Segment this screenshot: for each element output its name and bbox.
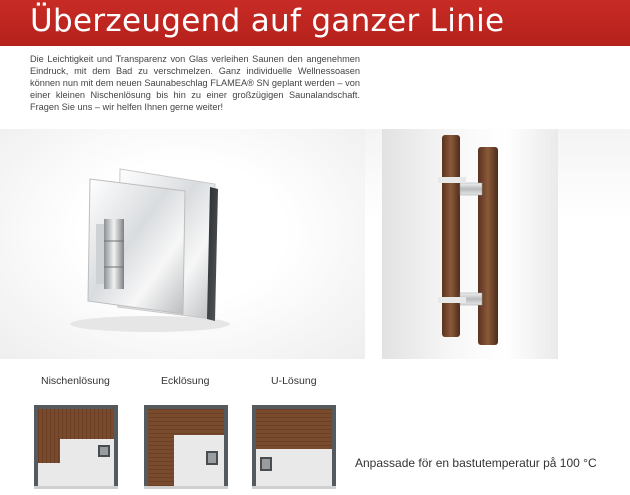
wooden-door-handle-image xyxy=(382,129,558,359)
title-banner xyxy=(0,0,630,46)
label-corner: Ecklösung xyxy=(161,375,210,387)
intro-paragraph xyxy=(30,53,360,113)
glass-door-hinge-image xyxy=(0,129,365,359)
hinge-photo xyxy=(0,129,365,359)
corner-layout-diagram xyxy=(144,405,228,489)
label-u-shape: U-Lösung xyxy=(271,375,317,387)
niche-layout-diagram xyxy=(34,405,118,489)
temperature-caption: Anpassade för en bastutemperatur på 100 °C xyxy=(355,456,597,470)
intro-text: Die Leichtigkeit und Transparenz von Glas verleihen Saunen den angenehmen Eindruck, mit dem Bad zu verschmelzen. Ganz individuelle Wellnessoasen können nun mit dem neuen Saunabeschlag FLAMEA® SN geplant werden – von einer kleinen Nischenlösung bis hin zu einer großzügigen Saunalandschaft. Fragen Sie uns – wir helfen Ihnen gerne weiter! xyxy=(30,54,360,112)
handle-photo xyxy=(382,129,558,359)
u-layout-diagram xyxy=(252,405,336,489)
label-niche: Nischenlösung xyxy=(41,375,110,387)
page-title: Überzeugend auf ganzer Linie xyxy=(30,3,505,39)
